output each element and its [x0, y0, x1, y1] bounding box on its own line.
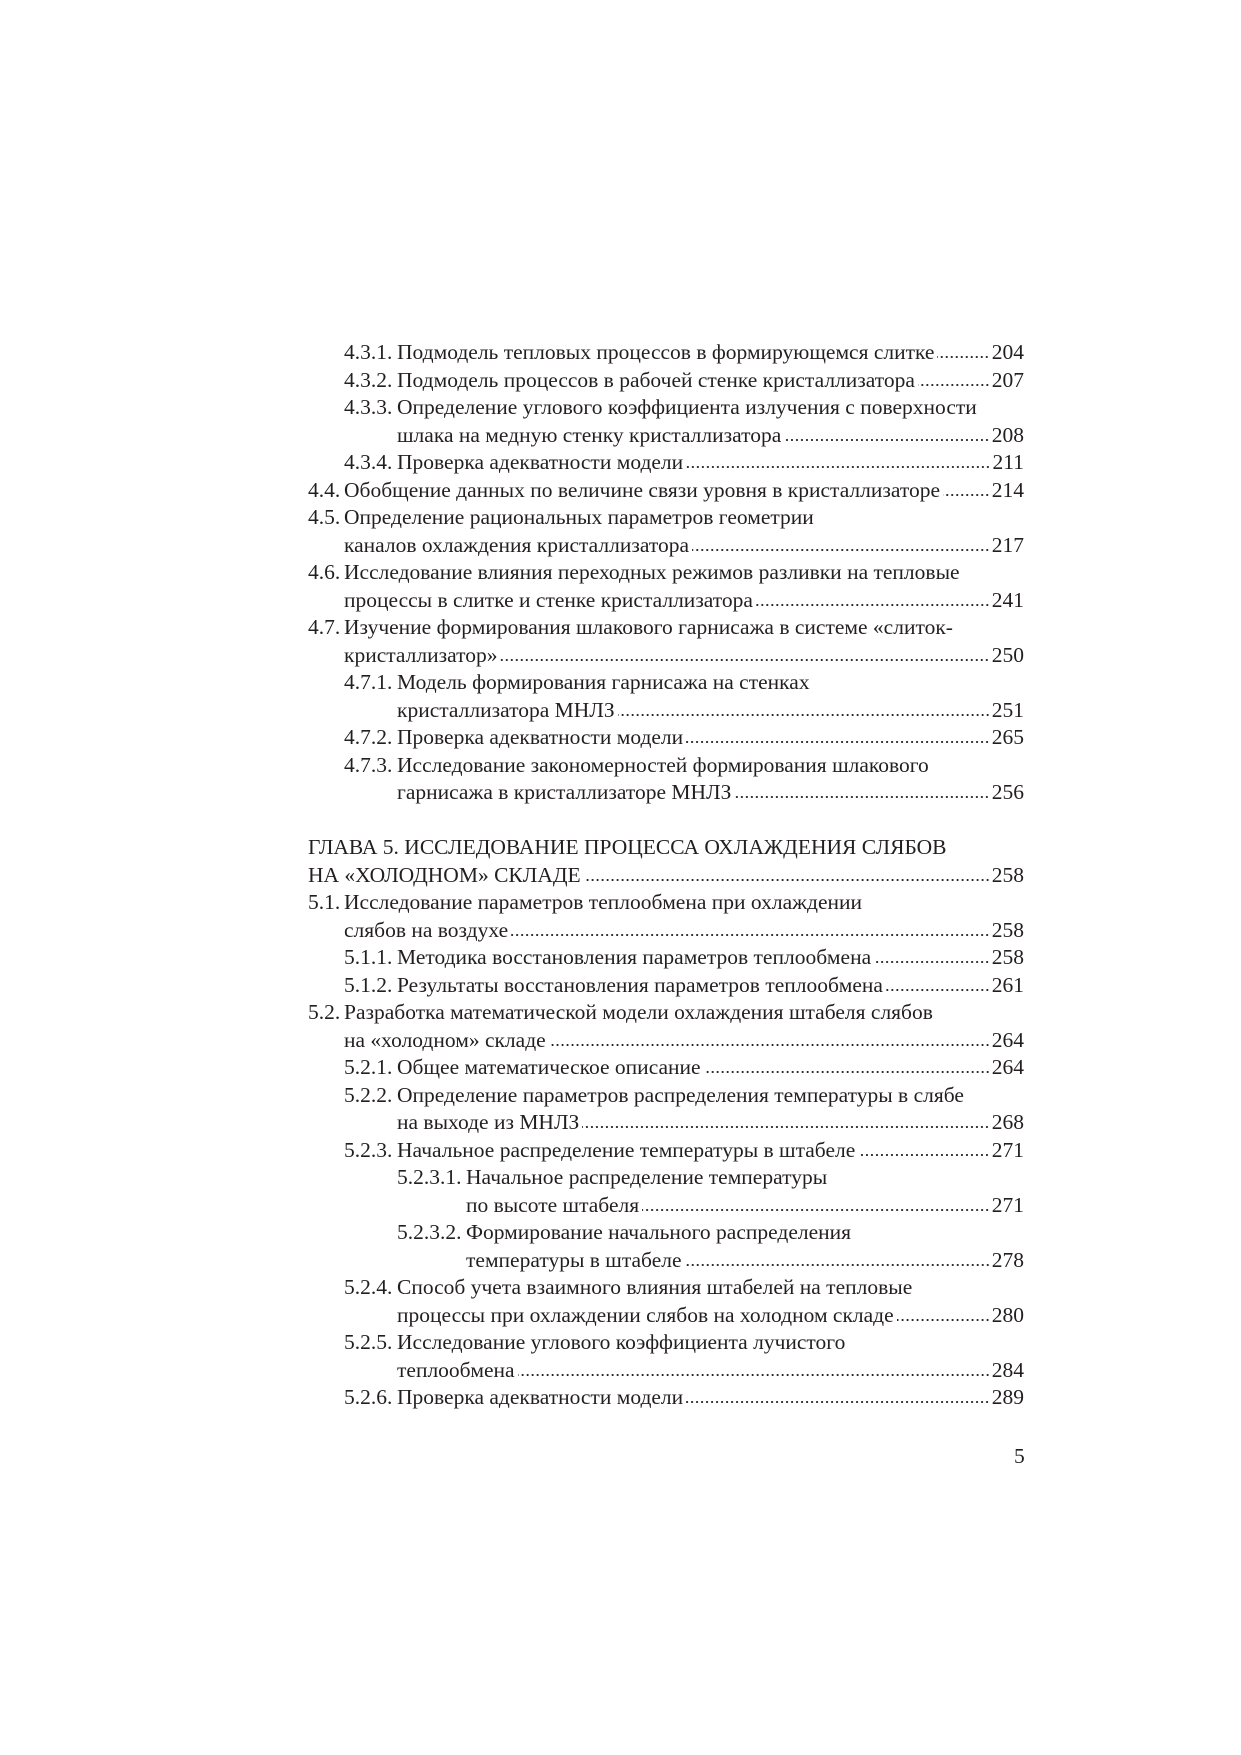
section-title: Модель формирования гарнисажа на стенках: [397, 670, 810, 694]
section-number: 4.3.3.: [344, 395, 393, 419]
section-number: 5.2.1.: [344, 1055, 393, 1079]
section-number: 4.7.3.: [344, 752, 393, 777]
page-ref: 217: [991, 532, 1024, 557]
section-number: 4.7.: [308, 615, 341, 639]
toc-entry: [308, 1219, 1024, 1274]
section-title: Результаты восстановления параметров теплообмена: [397, 972, 883, 997]
page-ref: 268: [991, 1110, 1024, 1134]
toc-entry: [308, 504, 1024, 559]
dot-leader: [937, 355, 989, 359]
page-ref: 207: [991, 367, 1024, 392]
page-number: 5: [1014, 1444, 1025, 1468]
section-title: Изучение формирования шлакового гарнисажа в системе «слиток-: [344, 615, 953, 639]
section-number: 5.2.3.: [344, 1137, 393, 1162]
section-number: 4.3.4.: [344, 450, 393, 474]
page-ref: 258: [991, 945, 1024, 969]
section-title: процессы в слитке и стенке кристаллизатора: [344, 587, 753, 612]
section-title: Начальное распределение температуры в штабеле: [397, 1137, 856, 1162]
toc-entry: [308, 752, 1024, 807]
section-title: Общее математическое описание: [397, 1055, 701, 1079]
dot-leader: [500, 658, 989, 662]
dot-leader: [549, 1043, 990, 1047]
page-ref: 258: [991, 917, 1024, 942]
dot-leader: [692, 548, 990, 552]
section-number: 5.2.: [308, 1000, 341, 1024]
dot-leader: [918, 383, 990, 387]
section-title: Разработка математической модели охлаждения штабеля слябов: [344, 1000, 933, 1024]
page-ref: 271: [991, 1192, 1024, 1217]
page-ref: 278: [991, 1247, 1024, 1272]
toc-entry: [308, 614, 1024, 669]
section-number: 5.2.3.2.: [397, 1220, 462, 1244]
page-ref: 289: [991, 1385, 1024, 1409]
toc-entry: [308, 1329, 1024, 1384]
toc-entry: [308, 559, 1024, 614]
section-title: шлака на медную стенку кристаллизатора: [397, 422, 782, 447]
toc-entry: [308, 1164, 1024, 1219]
section-number: 4.6.: [308, 560, 341, 584]
dot-leader: [686, 465, 990, 469]
page-ref: 251: [991, 697, 1024, 722]
toc-entry: [308, 339, 1024, 367]
section-number: 4.5.: [308, 505, 341, 529]
page-ref: 261: [991, 972, 1024, 997]
section-number: 4.7.2.: [344, 725, 393, 749]
section-number: 4.3.2.: [344, 367, 393, 392]
section-title: Способ учета взаимного влияния штабелей на тепловые: [397, 1275, 913, 1299]
dot-leader: [584, 878, 990, 882]
toc-entry: [308, 449, 1024, 477]
section-number: 5.1.2.: [344, 972, 393, 997]
section-title: каналов охлаждения кристаллизатора: [344, 532, 689, 557]
section-title: НА «ХОЛОДНОМ» СКЛАДЕ: [308, 862, 581, 887]
page-ref: 241: [991, 587, 1024, 612]
dot-leader: [582, 1125, 989, 1129]
section-title: процессы при охлаждении слябов на холодном складе: [397, 1302, 894, 1327]
toc-entry: [308, 1054, 1024, 1082]
dot-leader: [734, 795, 989, 799]
section-title: Проверка адекватности модели: [397, 450, 684, 474]
page-ref: 256: [991, 780, 1024, 804]
toc-entry: [308, 944, 1024, 972]
section-title: слябов на воздухе: [344, 917, 509, 942]
section-title: Методика восстановления параметров теплообмена: [397, 945, 872, 969]
toc-entry: [308, 999, 1024, 1054]
page-ref: 265: [991, 725, 1024, 749]
section-number: 5.2.5.: [344, 1330, 393, 1354]
section-title: Обобщение данных по величине связи уровня в кристаллизаторе: [344, 477, 941, 502]
section-title: Проверка адекватности модели: [397, 1385, 684, 1409]
page-ref: 211: [992, 450, 1024, 474]
section-number: 5.2.2.: [344, 1082, 393, 1107]
section-number: 5.2.6.: [344, 1385, 393, 1409]
section-title: гарнисажа в кристаллизаторе МНЛЗ: [397, 780, 732, 804]
dot-leader: [886, 988, 990, 992]
page-ref: 208: [991, 422, 1024, 447]
section-number: 4.4.: [308, 477, 341, 502]
page-ref: 271: [991, 1137, 1024, 1162]
dot-leader: [897, 1318, 990, 1322]
dot-leader: [685, 1263, 990, 1267]
section-title: Исследование закономерностей формирования шлакового: [397, 752, 929, 777]
section-title: по высоте штабеля: [466, 1192, 640, 1217]
table-of-contents: [308, 339, 1024, 1412]
page-ref: 264: [991, 1027, 1024, 1052]
section-title: Определение рациональных параметров геометрии: [344, 505, 814, 529]
dot-leader: [518, 1373, 990, 1377]
toc-chapter-heading: [308, 834, 1024, 889]
page-ref: 204: [991, 340, 1024, 364]
dot-leader: [858, 1153, 989, 1157]
section-number: 5.1.: [308, 890, 341, 914]
section-title: Подмодель процессов в рабочей стенке кристаллизатора: [397, 367, 915, 392]
section-title: ГЛАВА 5. ИССЛЕДОВАНИЕ ПРОЦЕССА ОХЛАЖДЕНИЯ СЛЯБОВ: [308, 835, 947, 859]
section-title: на выходе из МНЛЗ: [397, 1110, 580, 1134]
page-ref: 280: [991, 1302, 1024, 1327]
dot-leader: [784, 438, 989, 442]
page-ref: 214: [991, 477, 1024, 502]
toc-entry: [308, 1274, 1024, 1329]
page-ref: 284: [991, 1357, 1024, 1382]
dot-leader: [642, 1208, 990, 1212]
page-ref: 250: [991, 642, 1024, 667]
section-title: Исследование параметров теплообмена при охлаждении: [344, 890, 863, 914]
section-title: кристаллизатора МНЛЗ: [397, 697, 615, 722]
section-title: Подмодель тепловых процессов в формирующемся слитке: [397, 340, 935, 364]
section-number: 5.2.3.1.: [397, 1165, 462, 1189]
section-title: на «холодном» складе: [344, 1027, 546, 1052]
section-title: температуры в штабеле: [466, 1247, 682, 1272]
section-number: 5.1.1.: [344, 945, 393, 969]
dot-leader: [756, 603, 990, 607]
section-title: теплообмена: [397, 1357, 515, 1382]
toc-entry: [308, 1137, 1024, 1165]
section-number: 4.3.1.: [344, 340, 393, 364]
section-title: Исследование влияния переходных режимов разливки на тепловые: [344, 560, 960, 584]
section-title: Начальное распределение температуры: [466, 1165, 828, 1189]
section-title: Исследование углового коэффициента лучистого: [397, 1330, 846, 1354]
section-title: Определение углового коэффициента излучения с поверхности: [397, 395, 977, 419]
dot-leader: [874, 960, 990, 964]
toc-entry: [308, 367, 1024, 395]
dot-leader: [686, 1400, 990, 1404]
toc-entry: [308, 972, 1024, 1000]
section-title: Формирование начального распределения: [466, 1220, 852, 1244]
toc-entry: [308, 724, 1024, 752]
toc-entry: [308, 1384, 1024, 1412]
dot-leader: [943, 493, 990, 497]
section-number: 5.2.4.: [344, 1275, 393, 1299]
toc-entry: [308, 669, 1024, 724]
page-ref: 264: [991, 1055, 1024, 1079]
section-title: Определение параметров распределения температуры в слябе: [397, 1082, 964, 1107]
dot-leader: [511, 933, 990, 937]
toc-entry: [308, 1082, 1024, 1137]
toc-entry: [308, 889, 1024, 944]
toc-entry: [308, 394, 1024, 449]
section-number: 4.7.1.: [344, 670, 393, 694]
section-title: Проверка адекватности модели: [397, 725, 684, 749]
page-ref: 258: [991, 862, 1024, 887]
dot-leader: [704, 1070, 990, 1074]
dot-leader: [618, 713, 990, 717]
section-title: кристаллизатор»: [344, 642, 498, 667]
dot-leader: [686, 740, 990, 744]
toc-entry: [308, 477, 1024, 505]
